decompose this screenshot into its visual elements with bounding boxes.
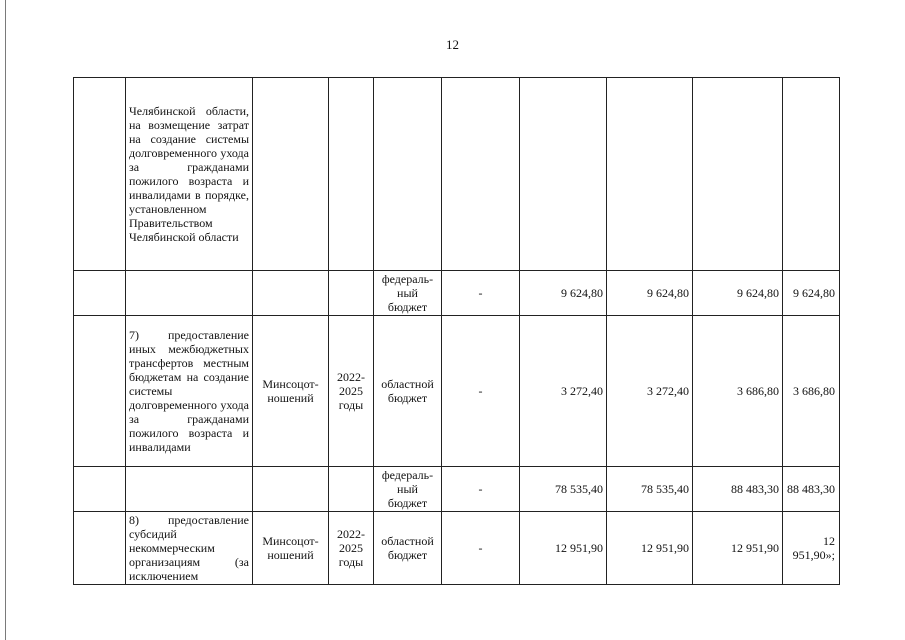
measure-text-cell: Челябинской области, на возмещение затрат на создание системы долговременного ухода за гражданами пожилого возраста и инвалидами в порядке, установленном Правительством Челябинской области xyxy=(126,78,253,271)
value-cell-2 xyxy=(520,78,607,271)
value-cell-4: 3 686,80 xyxy=(693,316,783,467)
value-cell-4: 88 483,30 xyxy=(693,467,783,512)
table-row xyxy=(74,467,840,512)
measure-text-cell xyxy=(126,271,253,316)
table-row xyxy=(74,512,840,585)
budget-table xyxy=(73,77,840,585)
executor-cell: Минсоцот-ношений xyxy=(253,512,329,585)
source-cell: областной бюджет xyxy=(374,512,442,585)
value-cell-4 xyxy=(693,78,783,271)
source-cell xyxy=(374,78,442,271)
value-cell-3: 12 951,90 xyxy=(607,512,693,585)
table-row xyxy=(74,78,840,271)
measure-text-cell: 7) предоставление иных межбюджетных трансфертов местным бюджетам на создание системы долговременного ухода за гражданами пожилого возраста и инвалидами xyxy=(126,316,253,467)
value-cell-3: 3 272,40 xyxy=(607,316,693,467)
period-cell: 2022-2025 годы xyxy=(329,512,374,585)
value-cell-5 xyxy=(783,78,840,271)
index-cell xyxy=(74,78,126,271)
value-cell-4: 9 624,80 xyxy=(693,271,783,316)
value-cell-1: - xyxy=(442,316,520,467)
value-cell-3 xyxy=(607,78,693,271)
value-cell-5: 9 624,80 xyxy=(783,271,840,316)
period-cell xyxy=(329,467,374,512)
measure-text-cell xyxy=(126,467,253,512)
value-cell-2: 12 951,90 xyxy=(520,512,607,585)
value-cell-5: 12 951,90»; xyxy=(783,512,840,585)
period-cell xyxy=(329,271,374,316)
value-cell-3: 78 535,40 xyxy=(607,467,693,512)
executor-cell xyxy=(253,271,329,316)
index-cell xyxy=(74,512,126,585)
executor-cell xyxy=(253,467,329,512)
source-cell: федераль-ный бюджет xyxy=(374,271,442,316)
value-cell-1: - xyxy=(442,467,520,512)
value-cell-3: 9 624,80 xyxy=(607,271,693,316)
table-row xyxy=(74,316,840,467)
period-cell: 2022-2025 годы xyxy=(329,316,374,467)
value-cell-4: 12 951,90 xyxy=(693,512,783,585)
table-row xyxy=(74,271,840,316)
period-cell xyxy=(329,78,374,271)
value-cell-2: 78 535,40 xyxy=(520,467,607,512)
page-number: 12 xyxy=(446,37,459,52)
value-cell-1 xyxy=(442,78,520,271)
source-cell: областной бюджет xyxy=(374,316,442,467)
executor-cell: Минсоцот-ношений xyxy=(253,316,329,467)
index-cell xyxy=(74,467,126,512)
value-cell-2: 9 624,80 xyxy=(520,271,607,316)
executor-cell xyxy=(253,78,329,271)
index-cell xyxy=(74,316,126,467)
value-cell-2: 3 272,40 xyxy=(520,316,607,467)
value-cell-5: 88 483,30 xyxy=(783,467,840,512)
value-cell-1: - xyxy=(442,512,520,585)
measure-text-cell: 8) предоставление субсидий некоммерческим организациям (за исключением xyxy=(126,512,253,585)
source-cell: федераль-ный бюджет xyxy=(374,467,442,512)
scan-edge-line xyxy=(5,0,6,640)
value-cell-1: - xyxy=(442,271,520,316)
value-cell-5: 3 686,80 xyxy=(783,316,840,467)
index-cell xyxy=(74,271,126,316)
